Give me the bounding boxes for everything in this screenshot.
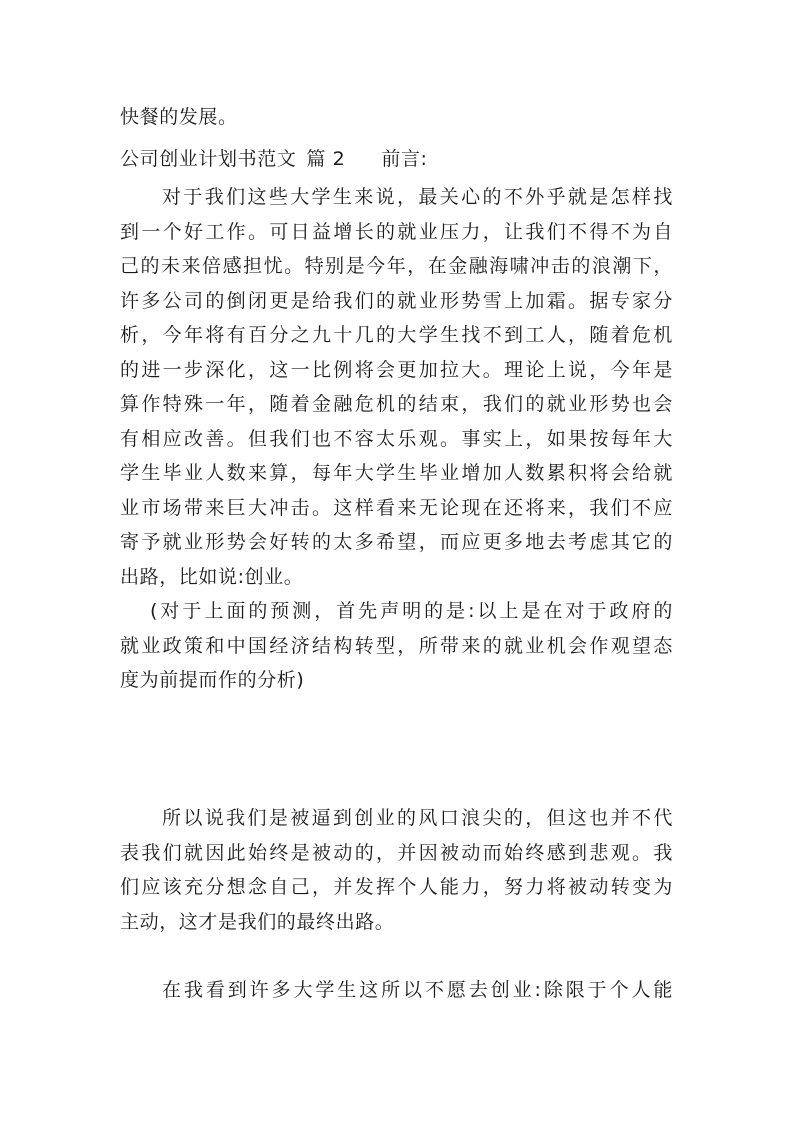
paragraph-2 xyxy=(120,594,673,698)
text-line: 业市场带来巨大冲击。这样看来无论现在还将来，我们不应 xyxy=(120,496,673,519)
section-heading xyxy=(120,142,428,176)
text-line: 度为前提而作的分析) xyxy=(120,669,305,691)
text-line: 学生毕业人数来算，每年大学生毕业增加人数累积将会给就 xyxy=(120,462,673,484)
text-line: 对于我们这些大学生来说，最关心的不外乎就是怎样找 xyxy=(162,186,673,208)
text-line: 寄予就业形势会好转的太多希望，而应更多地去考虑其它的 xyxy=(120,531,673,553)
paragraph-4 xyxy=(120,973,673,1008)
heading-title: 公司创业计划书范文 xyxy=(120,148,297,170)
text-line: 主动，这才是我们的最终出路。 xyxy=(120,910,395,933)
text-line: 许多公司的倒闭更是给我们的就业形势雪上加霜。据专家分 xyxy=(120,289,673,312)
text-line: 快餐的发展。 xyxy=(120,106,238,128)
paragraph-ending xyxy=(120,100,673,135)
text-line: 表我们就因此始终是被动的，并因被动而始终感到悲观。我 xyxy=(120,841,673,864)
text-line: 己的未来倍感担忧。特别是今年，在金融海啸冲击的浪潮下， xyxy=(120,255,673,277)
text-line: 有相应改善。但我们也不容太乐观。事实上，如果按每年大 xyxy=(120,427,673,450)
text-line: 所以说我们是被逼到创业的风口浪尖的，但这也并不代 xyxy=(162,807,673,829)
text-line: 的进一步深化，这一比例将会更加拉大。理论上说，今年是 xyxy=(120,358,673,381)
text-line: 析，今年将有百分之九十几的大学生找不到工人，随着危机 xyxy=(120,324,673,346)
text-line: 到一个好工作。可日益增长的就业压力，让我们不得不为自 xyxy=(120,220,673,243)
text-line: 算作特殊一年，随着金融危机的结束，我们的就业形势也会 xyxy=(120,393,673,415)
text-line: (对于上面的预测，首先声明的是:以上是在对于政府的 xyxy=(150,600,673,622)
text-line: 就业政策和中国经济结构转型，所带来的就业机会作观望态 xyxy=(120,634,673,657)
text-line: 们应该充分想念自己，并发挥个人能力，努力将被动转变为 xyxy=(120,876,673,898)
heading-number: 篇 2 xyxy=(306,148,346,170)
text-line: 出路，比如说:创业。 xyxy=(120,565,304,588)
paragraph-3 xyxy=(120,801,673,939)
paragraph-1 xyxy=(120,180,673,594)
text-line: 在我看到许多大学生这所以不愿去创业:除限于个人能 xyxy=(162,979,673,1001)
heading-preface: 前言: xyxy=(381,148,428,170)
